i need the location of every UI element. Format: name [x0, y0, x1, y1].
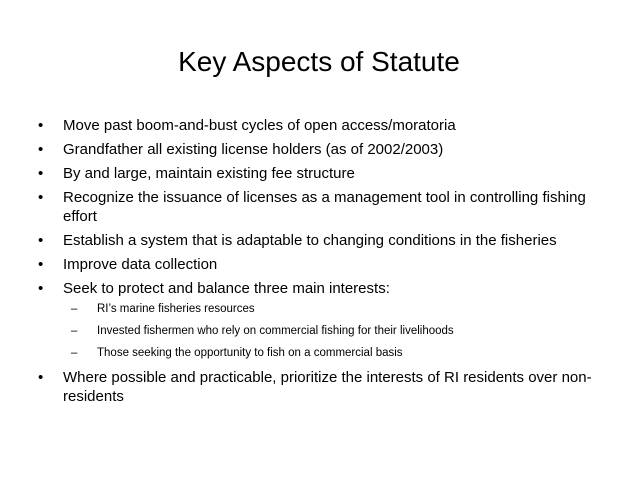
bullet-glyph: • — [38, 369, 44, 386]
bullet-glyph: • — [38, 280, 44, 297]
bullet-item — [36, 164, 596, 183]
bullet-text: By and large, maintain existing fee structure — [63, 165, 355, 182]
sub-bullet-list — [63, 302, 596, 361]
bullet-item — [36, 188, 596, 226]
bullet-text: Where possible and practicable, prioritize the interests of RI residents over non-residents — [63, 369, 592, 405]
sub-bullet-item — [63, 302, 596, 317]
bullet-text: Improve data collection — [63, 256, 218, 273]
bullet-text: Seek to protect and balance three main interests: — [63, 280, 390, 297]
sub-bullet-text: RI’s marine fisheries resources — [97, 303, 255, 315]
slide-title: Key Aspects of Statute — [178, 46, 460, 77]
bullet-text: Grandfather all existing license holders (as of 2002/2003) — [63, 141, 444, 158]
bullet-glyph: • — [38, 165, 44, 182]
sub-bullet-text: Those seeking the opportunity to fish on a commercial basis — [97, 347, 403, 359]
bullet-item — [36, 279, 596, 361]
bullet-glyph: • — [38, 141, 44, 158]
bullet-glyph: • — [38, 232, 44, 249]
bullet-text: Recognize the issuance of licenses as a management tool in controlling fishing effort — [63, 189, 586, 225]
bullet-item — [36, 255, 596, 274]
bullet-glyph: • — [38, 117, 44, 134]
bullet-item — [36, 368, 596, 406]
dash-glyph: – — [71, 325, 78, 337]
sub-bullet-item — [63, 324, 596, 339]
bullet-glyph: • — [38, 256, 44, 273]
bullet-text: Move past boom-and-bust cycles of open access/moratoria — [63, 117, 456, 134]
dash-glyph: – — [71, 303, 78, 315]
bullet-item — [36, 231, 596, 250]
sub-bullet-item — [63, 346, 596, 361]
sub-bullet-text: Invested fishermen who rely on commercial fishing for their livelihoods — [97, 325, 454, 337]
bullet-list — [36, 116, 596, 411]
bullet-item — [36, 116, 596, 135]
bullet-item — [36, 140, 596, 159]
bullet-glyph: • — [38, 189, 44, 206]
dash-glyph: – — [71, 347, 78, 359]
bullet-text: Establish a system that is adaptable to changing conditions in the fisheries — [63, 232, 557, 249]
